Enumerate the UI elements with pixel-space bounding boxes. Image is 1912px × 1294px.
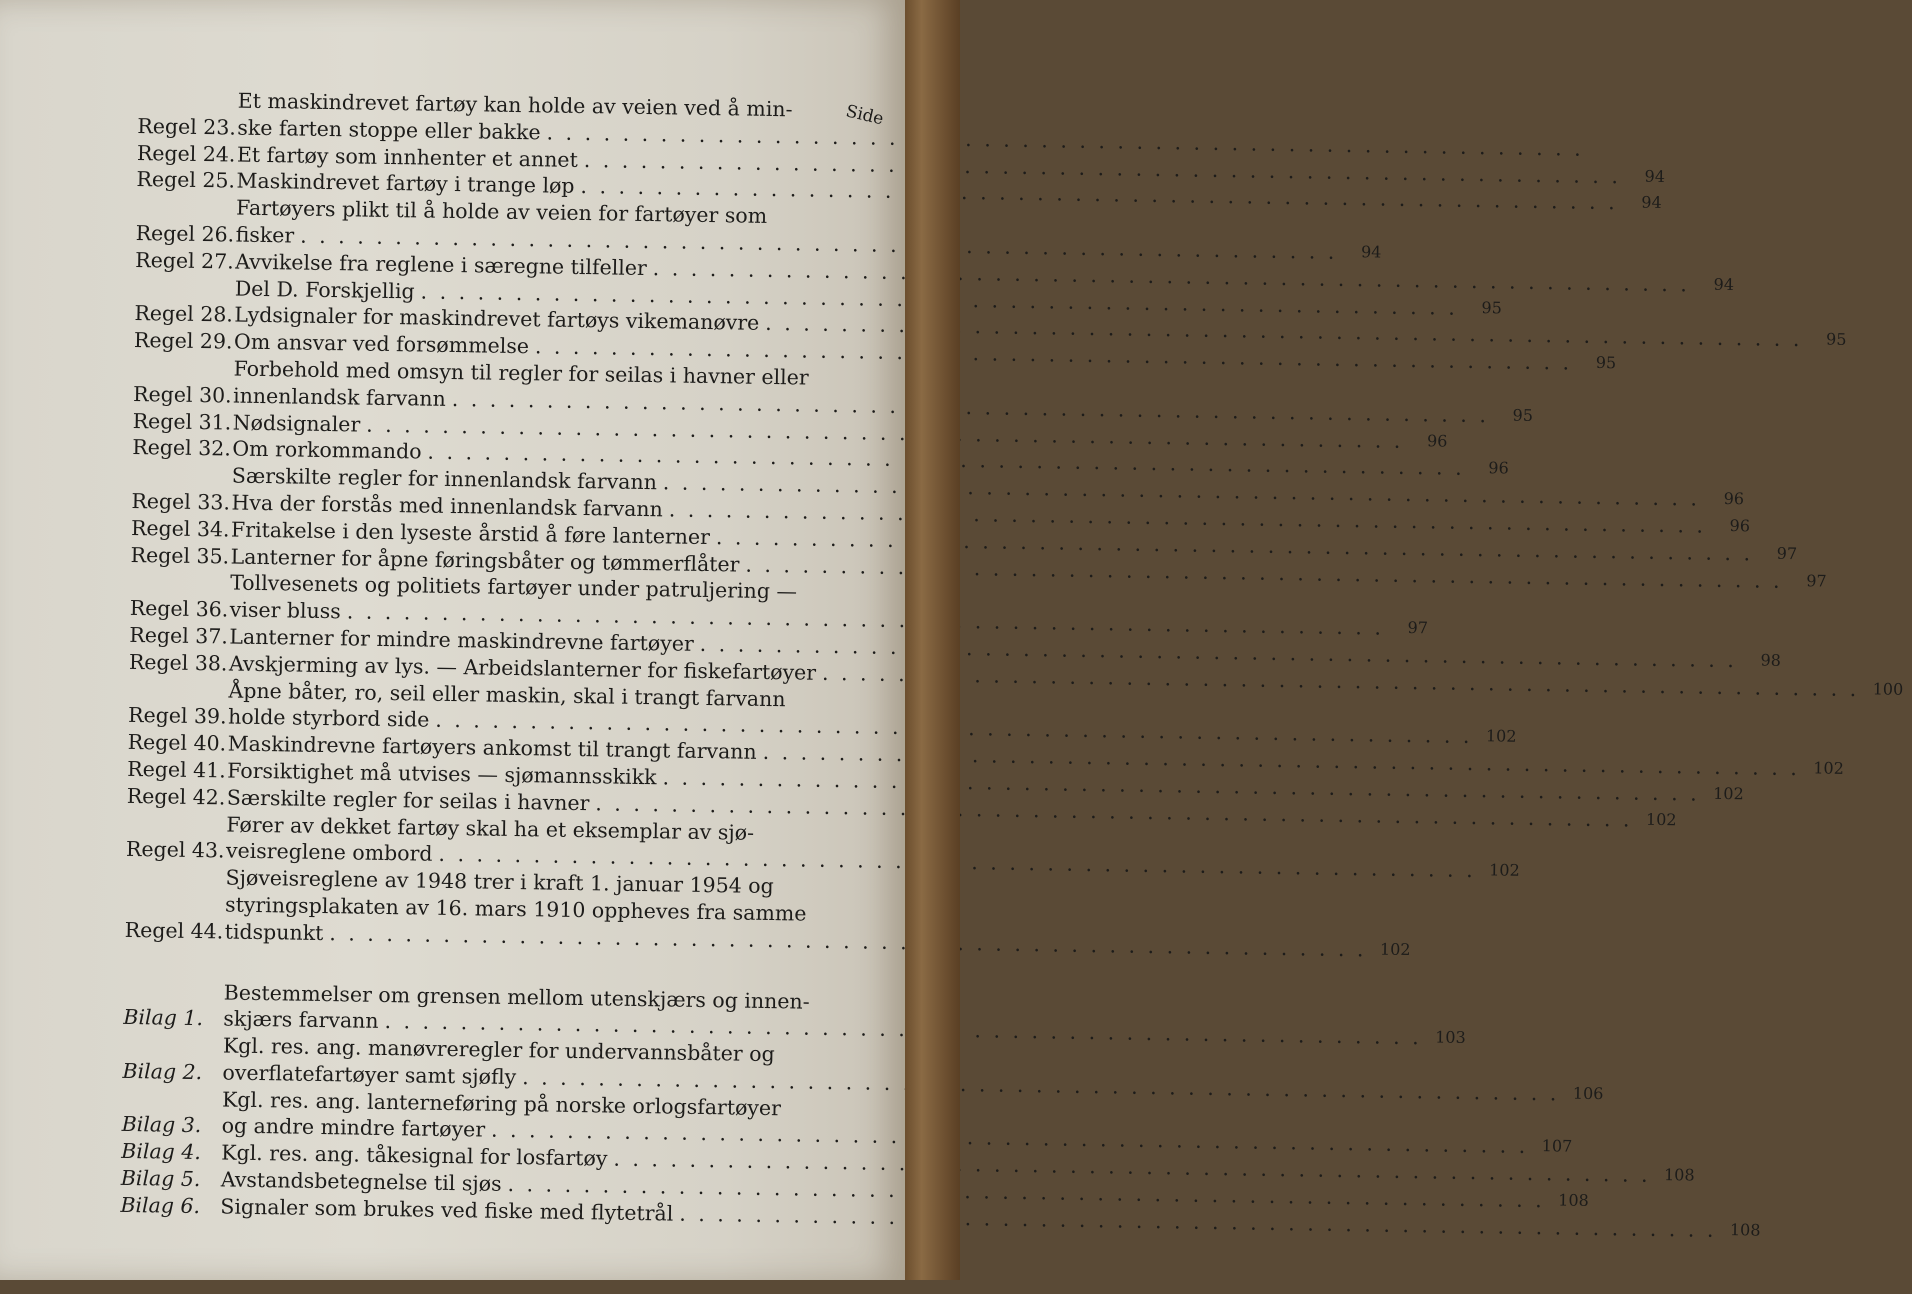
- entry-title-line: Særskilte regler for innenlandsk farvann: [231, 463, 658, 495]
- page-number: 106: [1572, 1083, 1604, 1104]
- page-number: 108: [1558, 1190, 1589, 1211]
- entry-title-line: Nødsignaler: [232, 410, 361, 437]
- entry-title-line: Avstandsbetegnelse til sjøs: [220, 1167, 502, 1196]
- page-number: 108: [1663, 1165, 1695, 1185]
- entry-number: Bilag 1.: [123, 1005, 204, 1031]
- entry-number: Regel 30.: [132, 381, 232, 408]
- page-number: 102: [1645, 809, 1677, 829]
- entry-number: Regel 27.: [135, 247, 234, 274]
- entry-number: Regel 33.: [131, 488, 231, 515]
- page-number: 94: [1644, 166, 1666, 186]
- entry-title-line: Del D. Forskjellig: [234, 276, 415, 303]
- page-number: 96: [1723, 489, 1745, 509]
- page-number: 96: [1426, 430, 1448, 451]
- page-number: 102: [1485, 726, 1517, 747]
- entry-title-line: overflatefartøyer samt sjøfly: [222, 1060, 517, 1089]
- page-number: 95: [1512, 405, 1534, 425]
- entry-title-line: Om rorkommando: [232, 436, 422, 464]
- entry-number: Regel 42.: [126, 783, 226, 810]
- page-number: 94: [1360, 242, 1382, 262]
- entry-number: Regel 36.: [129, 596, 229, 622]
- page-number: 102: [1713, 783, 1744, 804]
- entry-title-line: Lanterner for mindre maskindrevne fartøyer: [229, 624, 694, 656]
- entry-title-line: skjærs farvann: [223, 1006, 379, 1034]
- page-number: 103: [1435, 1027, 1466, 1048]
- side-column-header: Side: [843, 101, 886, 130]
- page-number: 94: [1713, 274, 1735, 294]
- table-of-contents: [119, 86, 1904, 1278]
- entry-number: Regel 26.: [135, 220, 235, 247]
- entry-title-line: holde styrbord side: [227, 704, 430, 732]
- entry-title-line: Bestemmelser om grensen mellom utenskjærs og innen-: [223, 979, 810, 1014]
- page-number: 95: [1595, 353, 1617, 373]
- entry-title-line: Særskilte regler for seilas i havner: [226, 785, 590, 815]
- page-number: 102: [1813, 758, 1845, 779]
- entry-number: Regel 35.: [130, 542, 230, 569]
- entry-number: Bilag 5.: [120, 1165, 201, 1192]
- entry-number: Regel 41.: [127, 756, 226, 783]
- entry-title-line: Tollvesenets og politiets fartøyer under patruljering —: [230, 570, 798, 604]
- entry-title-line: Avvikelse fra reglene i særegne tilfeller: [235, 249, 647, 280]
- entry-number: Regel 29.: [133, 328, 233, 354]
- entry-title-line: tidspunkt: [224, 919, 324, 945]
- entry-title-line: Maskindrevet fartøy i trange løp: [236, 168, 575, 199]
- entry-number: Regel 31.: [132, 408, 232, 435]
- entry-title-line: Signaler som brukes ved fiske med flytetrål: [220, 1194, 674, 1226]
- page-number: 102: [1489, 860, 1520, 881]
- entry-title-line: Et maskindrevet fartøy kan holde av veien ved å min-: [237, 88, 793, 122]
- entry-number: Regel 34.: [130, 515, 230, 542]
- page-number: 102: [1379, 939, 1411, 959]
- entry-number: Regel 38.: [128, 649, 228, 676]
- entry-number: Regel 44.: [124, 917, 224, 944]
- entry-number: Regel 39.: [127, 703, 227, 729]
- entry-number: Bilag 3.: [121, 1112, 202, 1138]
- entry-number: Regel 24.: [136, 140, 236, 167]
- page-number: 97: [1407, 618, 1429, 638]
- entry-title-line: Kgl. res. ang. manøvreregler for undervannsbåter og: [222, 1033, 775, 1067]
- page-number: 107: [1541, 1136, 1573, 1157]
- entry-title-line: ske farten stoppe eller bakke: [237, 115, 541, 145]
- page-number: 96: [1729, 516, 1751, 536]
- entry-title-line: og andre mindre fartøyer: [221, 1113, 486, 1143]
- page-number: 98: [1760, 650, 1782, 670]
- entry-title-line: Fører av dekket fartøy skal ha et eksemplar av sjø-: [226, 811, 755, 845]
- page-number: 97: [1776, 543, 1798, 563]
- entry-title-line: Forsiktighet må utvises — sjømannsskikk: [227, 758, 657, 790]
- entry-title-line: Et fartøy som innhenter et annet: [236, 142, 578, 172]
- entry-number: Bilag 4.: [121, 1139, 202, 1165]
- entry-title-line: Lydsignaler for maskindrevet fartøys vikemanøvre: [234, 302, 760, 336]
- page-number: 96: [1488, 458, 1509, 478]
- entry-title-line: innenlandsk farvann: [232, 383, 447, 411]
- rule-entry: [124, 863, 1411, 959]
- entry-title-line: veisreglene ombord: [225, 838, 433, 867]
- entry-title-line: Avskjerming av lys. — Arbeidslanterner for fiskefartøyer: [228, 651, 817, 685]
- entry-title-line: Sjøveisreglene av 1948 trer i kraft 1. januar 1954 og: [225, 865, 774, 899]
- page-number: 100: [1872, 679, 1904, 699]
- entry-number: Regel 43.: [125, 837, 225, 863]
- entry-title-line: Fritakelse i den lyseste årstid å føre lanterner: [230, 517, 711, 549]
- page-number: 95: [1481, 297, 1502, 318]
- entry-number: Regel 25.: [136, 167, 236, 193]
- entry-number: Regel 37.: [129, 622, 229, 649]
- entry-number: Regel 23.: [137, 113, 237, 140]
- page-number: 95: [1825, 329, 1847, 350]
- entry-number: Bilag 2.: [122, 1058, 203, 1085]
- book-edge: [905, 0, 960, 1280]
- entry-title-line: viser bluss: [229, 597, 341, 624]
- entry-number: Bilag 6.: [120, 1192, 201, 1218]
- entry-title-line: fisker: [235, 222, 295, 248]
- toc-entries: [120, 86, 1904, 1240]
- entry-title-line: Fartøyers plikt til å holde av veien for fartøyer som: [235, 195, 768, 229]
- entry-title-line: styringsplakaten av 16. mars 1910 oppheves fra samme: [224, 892, 807, 926]
- entry-title-line: Om ansvar ved forsømmelse: [233, 329, 530, 359]
- entry-number: Regel 32.: [132, 435, 232, 461]
- page-number: 94: [1641, 193, 1662, 213]
- page-number: 108: [1729, 1220, 1761, 1240]
- entry-title-line: Åpne båter, ro, seil eller maskin, skal i trangt farvann: [228, 678, 786, 711]
- entry-title-line: Kgl. res. ang. lanterneføring på norske orlogsfartøyer: [221, 1087, 782, 1120]
- page-number: 97: [1806, 570, 1827, 591]
- entry-number: Regel 40.: [127, 730, 227, 756]
- entry-title-line: Kgl. res. ang. tåkesignal for losfartøy: [221, 1140, 608, 1171]
- entry-title-line: Forbehold med omsyn til regler for seilas i havner eller: [233, 356, 809, 390]
- entry-title-line: Lanterner for åpne føringsbåter og tømmerflåter: [230, 544, 740, 577]
- entry-title-line: Maskindrevne fartøyers ankomst til trangt farvann: [227, 731, 757, 764]
- entry-number: Regel 28.: [134, 301, 234, 327]
- entry-title-line: Hva der forstås med innenlandsk farvann: [231, 490, 664, 522]
